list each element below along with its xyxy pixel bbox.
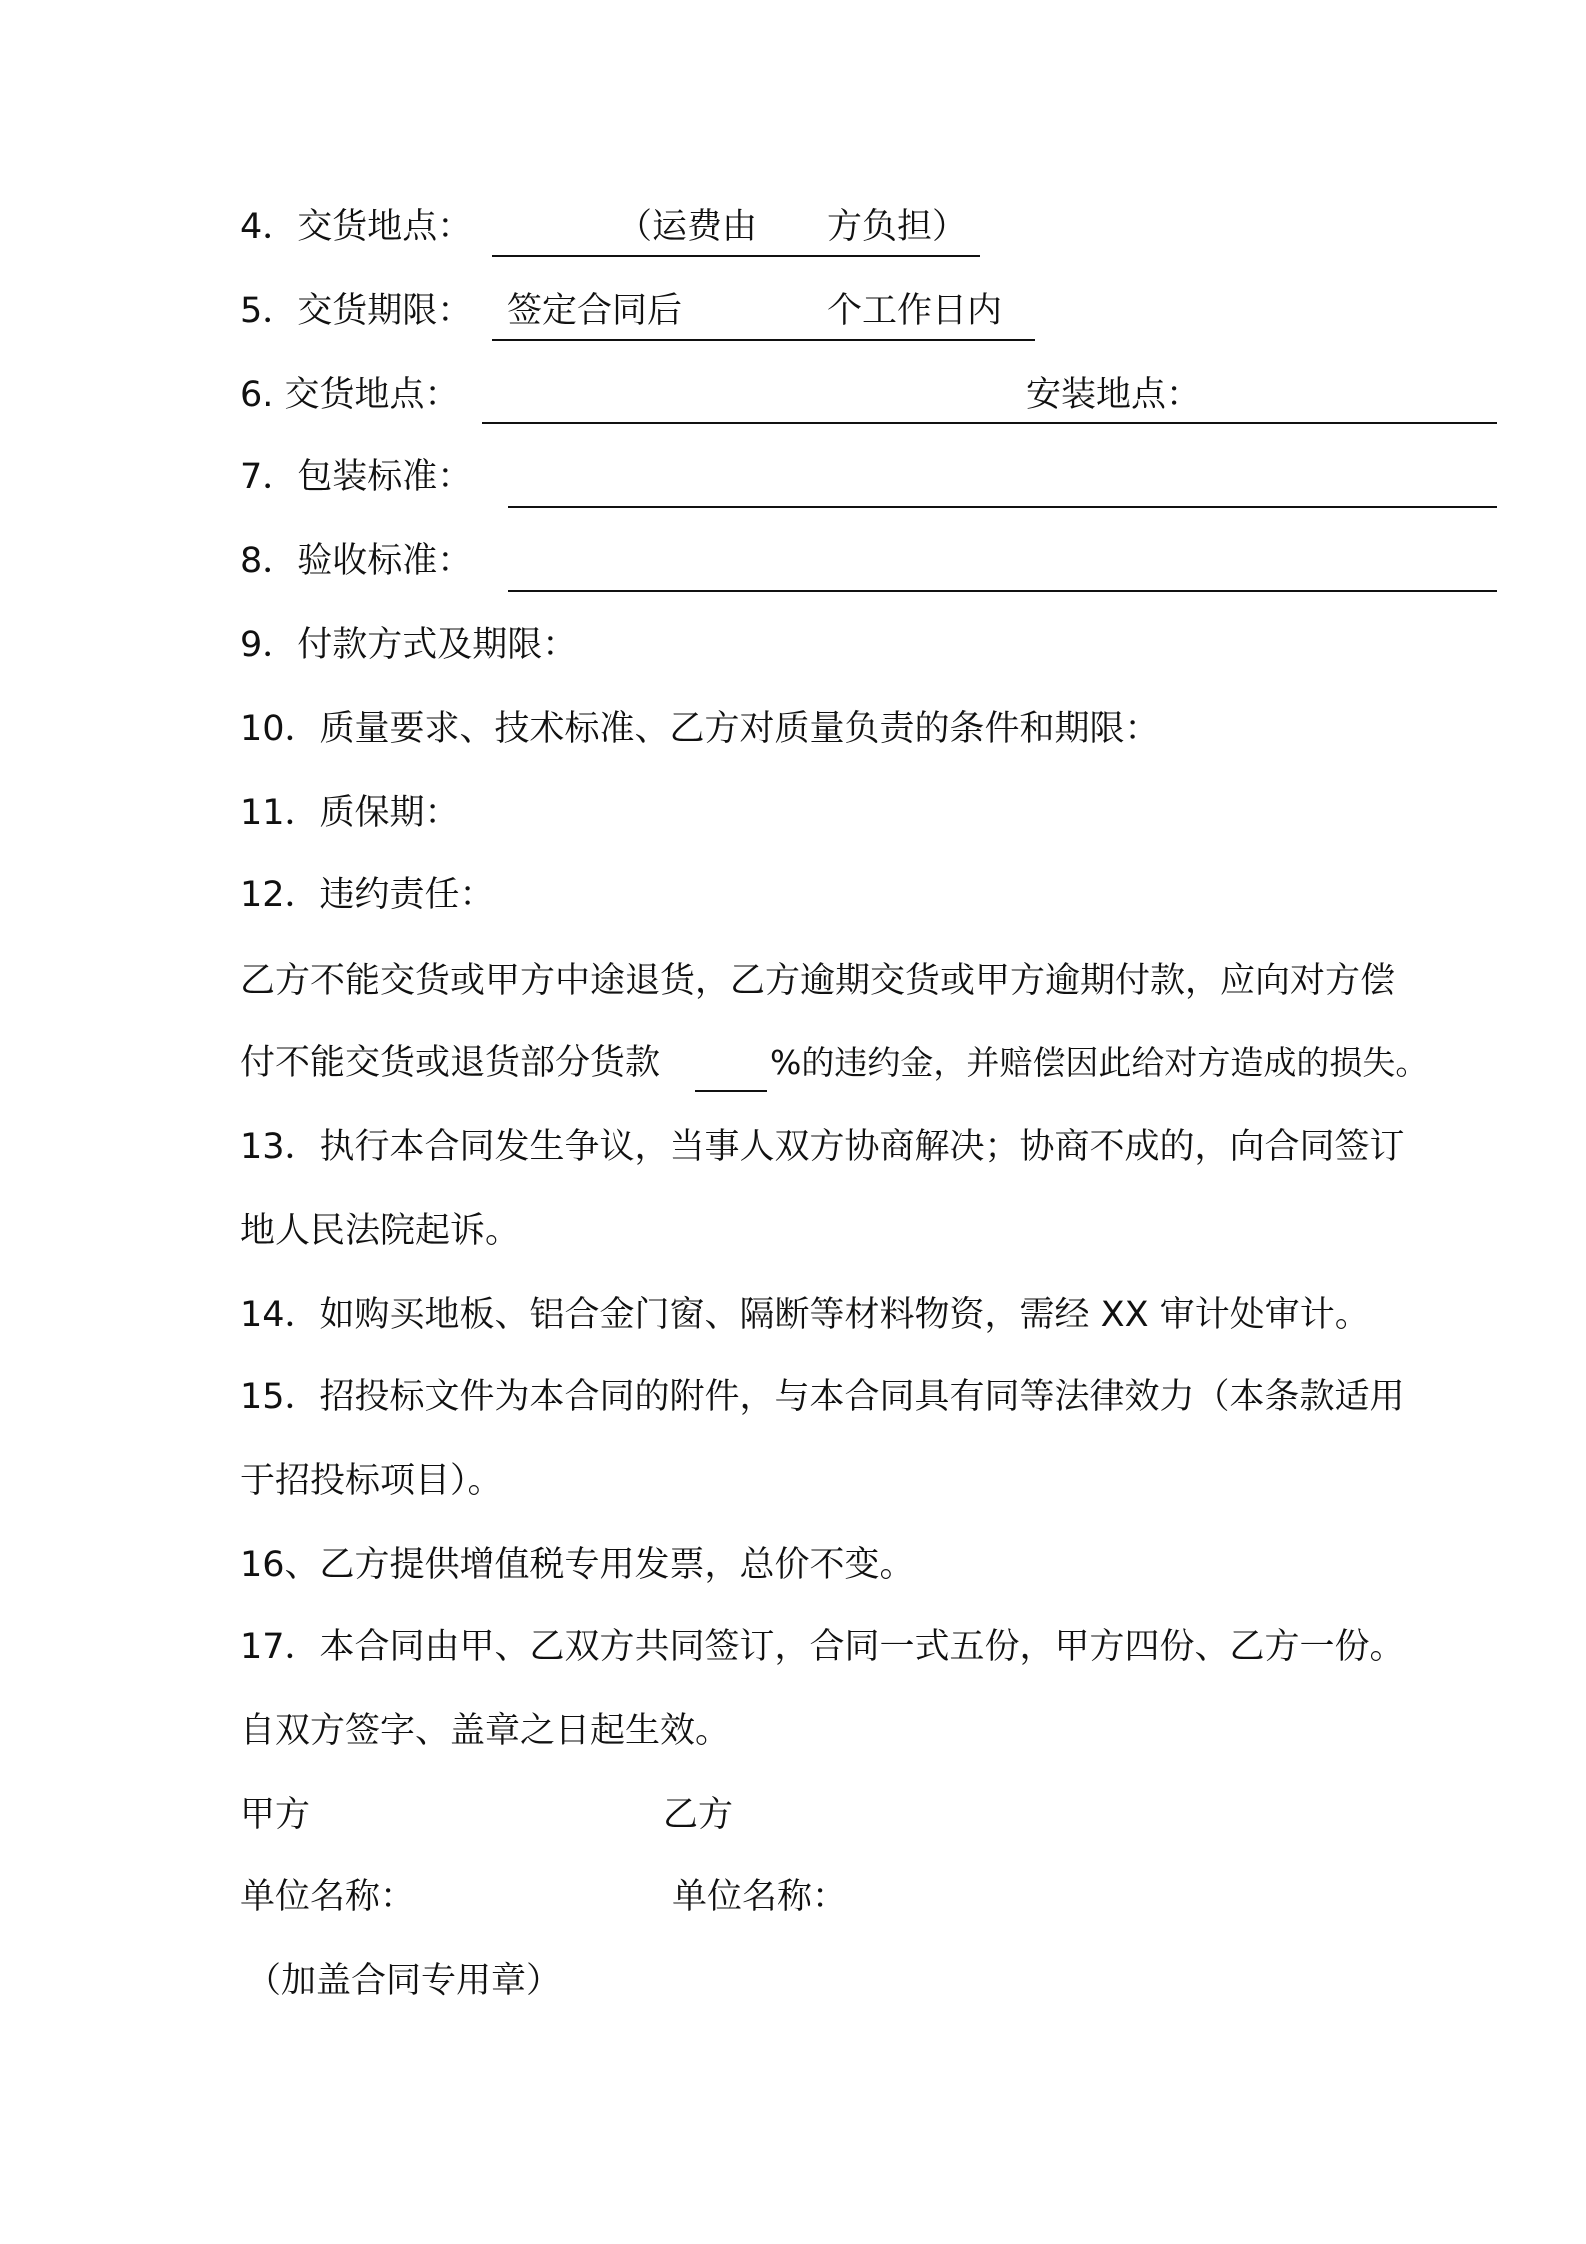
clause-4-freight-open: （运费由 (617, 207, 758, 247)
clause-15-line1: 15．招投标文件为本合同的附件，与本合同具有同等法律效力（本条款适用 (240, 1377, 1405, 1417)
seal-note: （加盖合同专用章） (246, 1961, 562, 2001)
clause-4-freight-close: 方负担） (827, 207, 968, 247)
clause-13-line1: 13．执行本合同发生争议，当事人双方协商解决；协商不成的，向合同签订 (240, 1127, 1405, 1167)
clause-6 (240, 370, 460, 420)
clause-12-line2-b: %的违约金，并赔偿因此给对方造成的损失。 (770, 1043, 1429, 1082)
clause-12-percent-blank (695, 1090, 767, 1092)
clause-10-label: 10．质量要求、技术标准、乙方对质量负责的条件和期限： (240, 709, 1160, 749)
clause-17-line1: 17．本合同由甲、乙双方共同签订，合同一式五份，甲方四份、乙方一份。 (240, 1627, 1405, 1667)
clause-4-label: 4．交货地点： (240, 207, 473, 247)
party-a-label: 甲方 (240, 1795, 311, 1835)
clause-6-label: 6. 交货地点： (240, 375, 460, 415)
clause-4-blank-underline (492, 255, 980, 257)
clause-5-label: 5．交货期限： (240, 291, 473, 331)
party-b-unit-name: 单位名称： (672, 1877, 848, 1917)
clause-9-label: 9．付款方式及期限： (240, 625, 578, 665)
clause-14: 14．如购买地板、铝合金门窗、隔断等材料物资，需经 XX 审计处审计。 (240, 1295, 1370, 1335)
party-b-label: 乙方 (663, 1795, 734, 1835)
clause-6-install-label: 安装地点： (1026, 375, 1202, 415)
clause-13-line2: 地人民法院起诉。 (240, 1211, 521, 1251)
party-a-unit-name: 单位名称： (240, 1877, 416, 1917)
clause-12-line1: 乙方不能交货或甲方中途退货，乙方逾期交货或甲方逾期付款，应向对方偿 (240, 961, 1396, 1001)
clause-8 (240, 536, 472, 586)
clause-5-part2: 个工作日内 (827, 291, 1003, 331)
clause-12-label: 12．违约责任： (240, 875, 495, 915)
clause-6-blank-underline (482, 422, 1497, 424)
clause-8-blank-underline (508, 590, 1497, 592)
clause-12 (240, 870, 495, 920)
clause-7 (240, 452, 472, 502)
clause-7-label: 7．包装标准： (240, 457, 473, 497)
clause-8-label: 8．验收标准： (240, 541, 473, 581)
clause-10 (240, 704, 1160, 754)
clause-5-blank-underline (492, 339, 1035, 341)
clause-16: 16、乙方提供增值税专用发票，总价不变。 (240, 1545, 915, 1585)
clause-15-line2: 于招投标项目）。 (240, 1461, 503, 1501)
clause-5 (240, 286, 472, 336)
clause-5-part1: 签定合同后 (507, 291, 683, 331)
clause-11 (240, 788, 460, 838)
clause-4 (240, 202, 472, 252)
clause-11-label: 11．质保期： (240, 793, 460, 833)
clause-7-blank-underline (508, 506, 1497, 508)
clause-17-line2: 自双方签字、盖章之日起生效。 (240, 1711, 731, 1751)
clause-9 (240, 620, 577, 670)
clause-12-line2-a: 付不能交货或退货部分货款 (240, 1043, 661, 1083)
